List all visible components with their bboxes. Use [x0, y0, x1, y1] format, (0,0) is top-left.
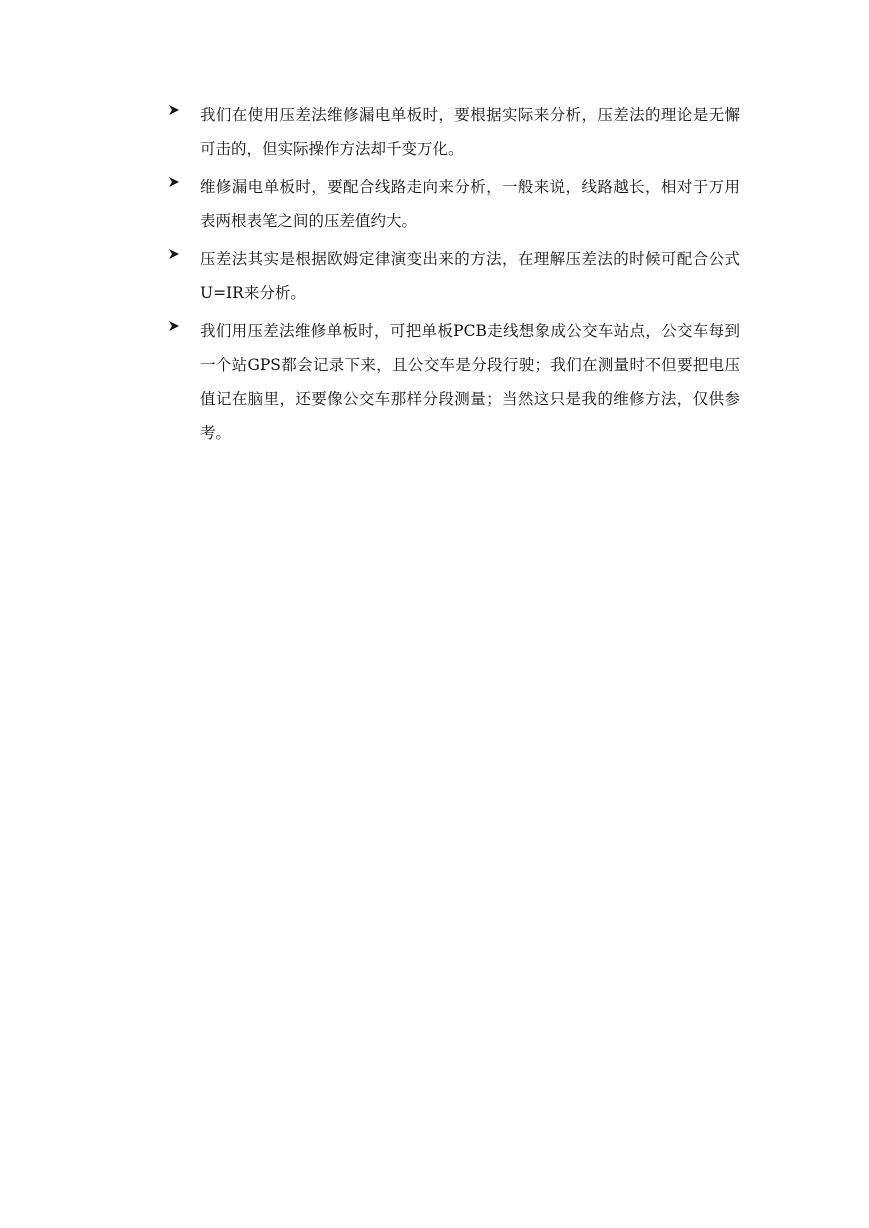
list-item: [168, 98, 740, 166]
arrowhead-bullet-icon: [168, 176, 180, 188]
list-item: [168, 314, 740, 450]
list-item-text: 压差法其实是根据欧姆定律演变出来的方法，在理解压差法的时候可配合公式U=IR来分析。: [200, 250, 740, 302]
bullet-list: [168, 98, 740, 454]
list-item: [168, 242, 740, 310]
arrowhead-bullet-icon: [168, 248, 180, 260]
list-item-text: 我们在使用压差法维修漏电单板时，要根据实际来分析，压差法的理论是无懈可击的，但实际操作方法却千变万化。: [200, 106, 740, 158]
list-item: [168, 170, 740, 238]
list-item-text: 我们用压差法维修单板时，可把单板PCB走线想象成公交车站点，公交车每到一个站GPS都会记录下来，且公交车是分段行驶；我们在测量时不但要把电压值记在脑里，还要像公交车那样分段测量；当然这只是我的维修方法，仅供参考。: [200, 322, 740, 442]
arrowhead-bullet-icon: [168, 320, 180, 332]
arrowhead-bullet-icon: [168, 104, 180, 116]
list-item-text: 维修漏电单板时，要配合线路走向来分析，一般来说，线路越长，相对于万用表两根表笔之间的压差值约大。: [200, 178, 740, 230]
